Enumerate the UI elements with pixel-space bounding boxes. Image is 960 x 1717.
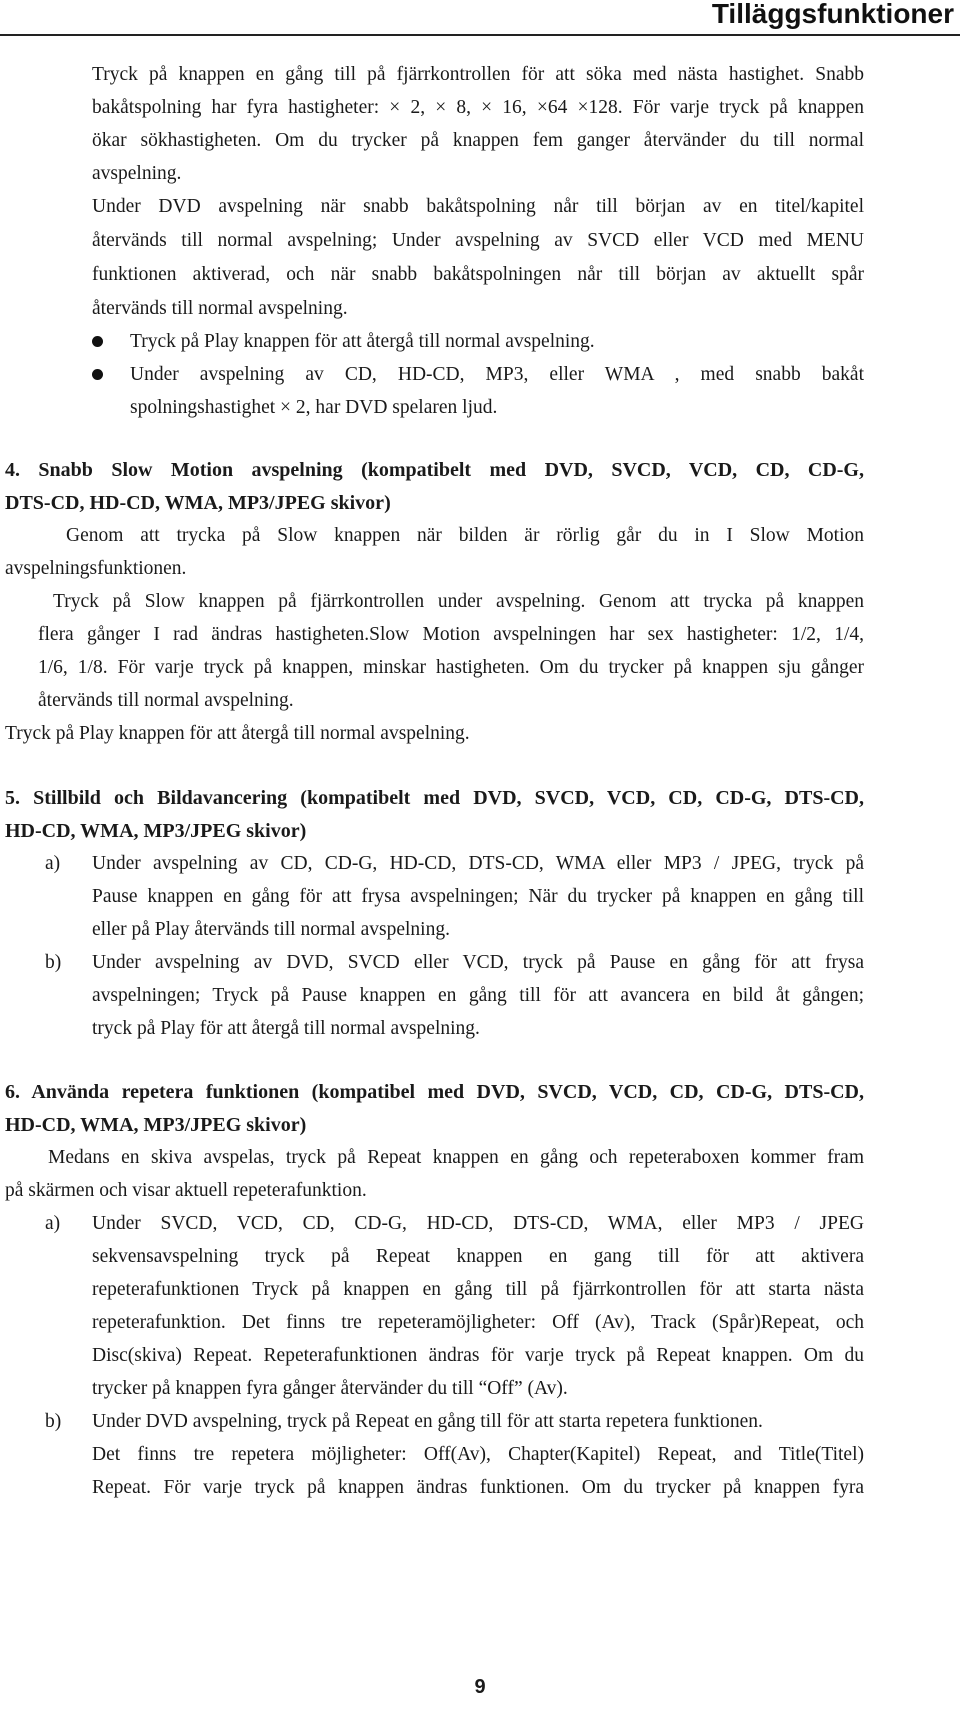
text-line: eller på Play återvänds till normal avspelning.	[92, 919, 450, 940]
text-line: Disc(skiva) Repeat. Repeterafunktionen ändras för varje tryck på Repeat knappen. Om du	[92, 1345, 864, 1366]
text-line: 1/6, 1/8. För varje tryck på knappen, minskar hastigheten. Om du trycker på knappen sju gånger	[38, 657, 864, 678]
text-line: Under DVD avspelning när snabb bakåtspolning når till början av en titel/kapitel	[92, 196, 864, 217]
text-line: Under avspelning av CD, CD-G, HD-CD, DTS-CD, WMA eller MP3 / JPEG, tryck på	[92, 853, 864, 874]
bullet-item-continued: spolningshastighet × 2, har DVD spelaren ljud.	[130, 397, 498, 418]
text-line: avspelningen; Tryck på Pause knappen en gång till för att avancera en bild åt gången;	[92, 985, 864, 1006]
text-line: återvänds till normal avspelning.	[38, 690, 294, 711]
bullet-item: Tryck på Play knappen för att återgå till normal avspelning.	[130, 331, 595, 352]
text-line: Tryck på Play knappen för att återgå till normal avspelning.	[5, 723, 470, 744]
text-line: Under SVCD, VCD, CD, CD-G, HD-CD, DTS-CD, WMA, eller MP3 / JPEG	[92, 1213, 864, 1234]
text-line: flera gånger I rad ändras hastigheten.Slow Motion avspelningen har sex hastigheter: 1/2, 1/4,	[38, 624, 864, 645]
text-line: tryck på Play för att återgå till normal avspelning.	[92, 1018, 480, 1039]
section-6-heading: HD-CD, WMA, MP3/JPEG skivor)	[5, 1114, 307, 1136]
bullet-dot-icon	[92, 369, 103, 380]
page-header-title: Tilläggsfunktioner	[711, 0, 954, 29]
list-marker: a)	[45, 1213, 61, 1234]
text-line: repeterafunktionen Tryck på knappen en gång till på fjärrkontrollen för att starta nästa	[92, 1279, 864, 1300]
section-5-heading: HD-CD, WMA, MP3/JPEG skivor)	[5, 820, 307, 842]
text-line: sekvensavspelning tryck på Repeat knappen en gang till för att aktivera	[92, 1246, 864, 1267]
text-line: funktionen aktiverad, och när snabb bakåtspolningen når till början av aktuellt spår	[92, 264, 864, 285]
text-line: repeterafunktion. Det finns tre repeteramöjligheter: Off (Av), Track (Spår)Repeat, och	[92, 1312, 864, 1333]
text-line: Repeat. För varje tryck på knappen ändras funktionen. Om du trycker på knappen fyra	[92, 1477, 864, 1498]
text-line: på skärmen och visar aktuell repeterafunktion.	[5, 1180, 367, 1201]
text-line: Under avspelning av DVD, SVCD eller VCD, tryck på Pause en gång för att frysa	[92, 952, 864, 973]
list-marker: b)	[45, 952, 62, 973]
text-line: Det finns tre repetera möjligheter: Off(Av), Chapter(Kapitel) Repeat, and Title(Titel)	[92, 1444, 864, 1465]
text-line: bakåtspolning har fyra hastigheter: × 2, × 8, × 16, ×64 ×128. För varje tryck på knappen	[92, 97, 864, 118]
text-line: trycker på knappen fyra gånger återvänder du till “Off” (Av).	[92, 1378, 568, 1399]
list-marker: b)	[45, 1411, 62, 1432]
text-line: Tryck på Slow knappen på fjärrkontrollen under avspelning. Genom att trycka på knappen	[53, 591, 864, 612]
bullet-item: Under avspelning av CD, HD-CD, MP3, eller WMA , med snabb bakåt	[130, 364, 864, 385]
text-line: avspelning.	[92, 163, 182, 184]
bullet-dot-icon	[92, 336, 103, 347]
list-marker: a)	[45, 853, 61, 874]
section-4-heading: 4. Snabb Slow Motion avspelning (kompatibelt med DVD, SVCD, VCD, CD, CD-G,	[5, 459, 864, 481]
text-line: avspelningsfunktionen.	[5, 558, 187, 579]
page-number: 9	[474, 1676, 486, 1698]
text-line: Tryck på knappen en gång till på fjärrkontrollen för att söka med nästa hastighet. Snabb	[92, 64, 864, 85]
text-line: Pause knappen en gång för att frysa avspelningen; När du trycker på knappen en gång till	[92, 886, 864, 907]
section-5-heading: 5. Stillbild och Bildavancering (kompatibelt med DVD, SVCD, VCD, CD, CD-G, DTS-CD,	[5, 787, 864, 809]
section-6-heading: 6. Använda repetera funktionen (kompatibel med DVD, SVCD, VCD, CD, CD-G, DTS-CD,	[5, 1081, 864, 1103]
text-line: ökar sökhastigheten. Om du trycker på knappen fem ganger återvänder du till normal	[92, 130, 864, 151]
text-line: återvänds till normal avspelning.	[92, 298, 348, 319]
text-line: Under DVD avspelning, tryck på Repeat en gång till för att starta repetera funktionen.	[92, 1411, 763, 1432]
text-line: Genom att trycka på Slow knappen när bilden är rörlig går du in I Slow Motion	[66, 525, 864, 546]
section-4-heading: DTS-CD, HD-CD, WMA, MP3/JPEG skivor)	[5, 492, 391, 514]
header-rule	[0, 34, 960, 36]
text-line: återvänds till normal avspelning; Under avspelning av SVCD eller VCD med MENU	[92, 230, 864, 251]
text-line: Medans en skiva avspelas, tryck på Repeat knappen en gång och repeteraboxen kommer fram	[48, 1147, 864, 1168]
